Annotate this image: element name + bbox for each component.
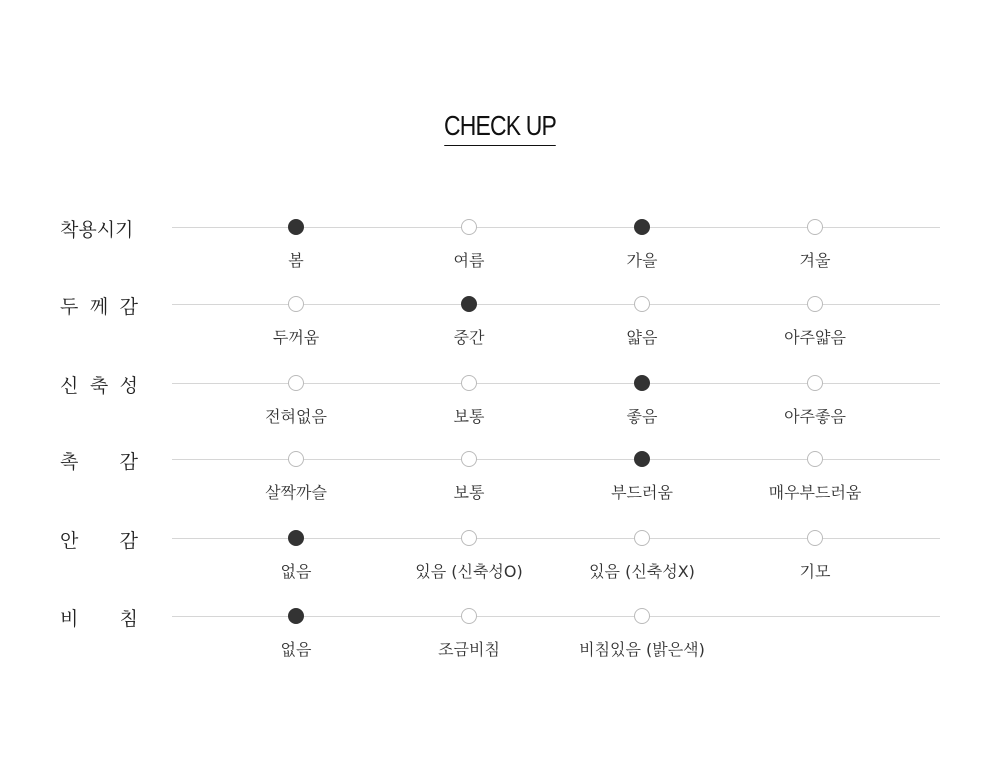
unselected-dot-icon [461, 375, 477, 391]
unselected-dot-icon [807, 375, 823, 391]
selected-dot-icon [461, 296, 477, 312]
option-label: 매우부드러움 [768, 483, 862, 502]
checkup-row [0, 219, 1000, 287]
option-label: 좋음 [626, 407, 658, 426]
row-label: 안 감 [60, 530, 138, 552]
selected-dot-icon [288, 219, 304, 235]
unselected-dot-icon [634, 608, 650, 624]
unselected-dot-icon [461, 530, 477, 546]
option-label: 기모 [799, 562, 831, 581]
option-label: 얇음 [626, 328, 658, 347]
option-label: 겨울 [799, 251, 831, 270]
option-label: 전혀없음 [265, 407, 327, 426]
option-label: 두꺼움 [272, 328, 320, 347]
unselected-dot-icon [288, 375, 304, 391]
row-label: 촉 감 [60, 451, 138, 473]
unselected-dot-icon [288, 451, 304, 467]
unselected-dot-icon [807, 451, 823, 467]
option-label: 여름 [453, 251, 485, 270]
option-label: 부드러움 [611, 483, 673, 502]
unselected-dot-icon [461, 219, 477, 235]
option-label: 봄 [288, 251, 304, 270]
unselected-dot-icon [807, 219, 823, 235]
unselected-dot-icon [634, 530, 650, 546]
page-title-text: CHECK UP [444, 110, 556, 146]
selected-dot-icon [288, 608, 304, 624]
selected-dot-icon [634, 219, 650, 235]
option-label: 조금비침 [438, 640, 500, 659]
checkup-row [0, 375, 1000, 443]
option-label: 보통 [453, 407, 485, 426]
option-label: 없음 [280, 640, 312, 659]
option-label: 중간 [453, 328, 485, 347]
row-label: 신 축 성 [60, 375, 138, 397]
option-label: 있음 (신축성O) [415, 562, 523, 581]
unselected-dot-icon [807, 296, 823, 312]
selected-dot-icon [634, 451, 650, 467]
option-label: 가을 [626, 251, 658, 270]
checkup-row [0, 296, 1000, 364]
selected-dot-icon [288, 530, 304, 546]
unselected-dot-icon [807, 530, 823, 546]
unselected-dot-icon [288, 296, 304, 312]
page-title [90, 110, 910, 146]
option-label: 없음 [280, 562, 312, 581]
row-label: 착용시기 [60, 219, 134, 241]
option-label: 있음 (신축성X) [589, 562, 695, 581]
unselected-dot-icon [634, 296, 650, 312]
unselected-dot-icon [461, 608, 477, 624]
row-label: 두 께 감 [60, 296, 138, 318]
checkup-row [0, 530, 1000, 598]
option-label: 비침있음 (밝은색) [579, 640, 705, 659]
checkup-row [0, 451, 1000, 519]
checkup-row [0, 608, 1000, 676]
option-label: 보통 [453, 483, 485, 502]
unselected-dot-icon [461, 451, 477, 467]
option-label: 아주좋음 [784, 407, 846, 426]
option-label: 아주얇음 [784, 328, 846, 347]
row-label: 비 침 [60, 608, 138, 630]
option-label: 살짝까슬 [265, 483, 327, 502]
selected-dot-icon [634, 375, 650, 391]
